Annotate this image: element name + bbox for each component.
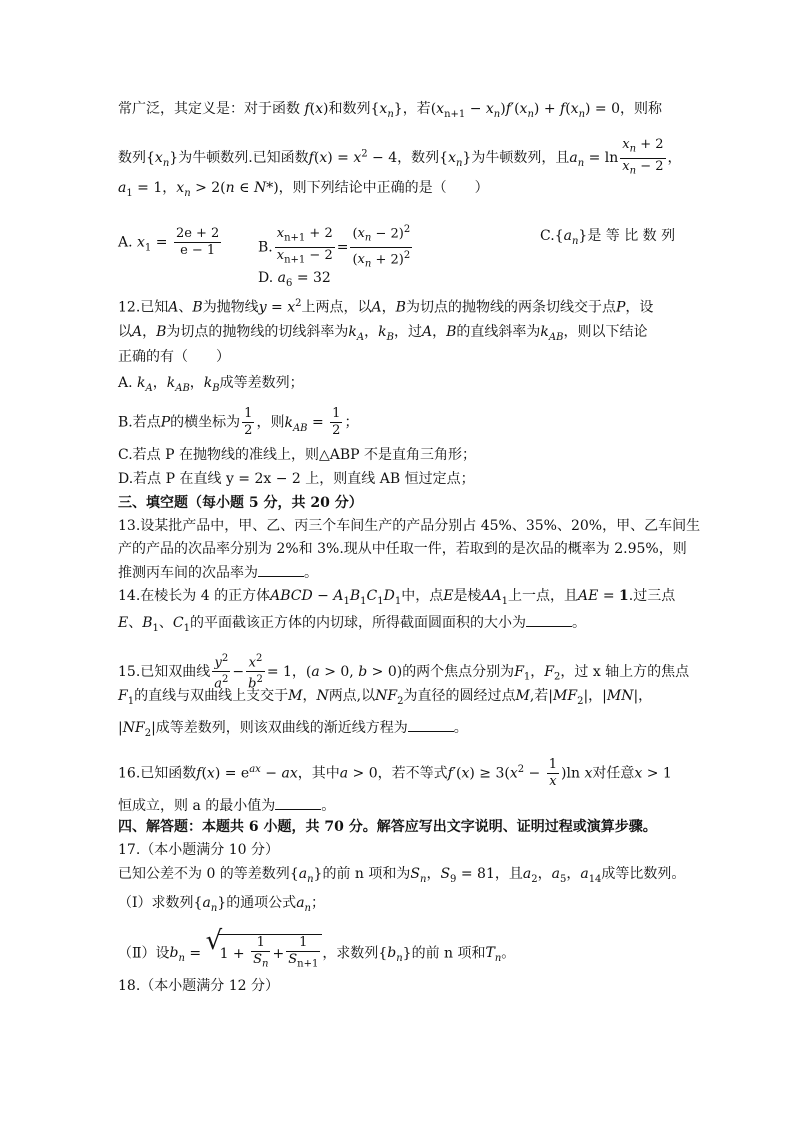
text: （Ⅰ）求数列: [118, 895, 194, 911]
q12-option-a: A. $k_A$，$k_{AB}$，$k_B$成等差数列；: [118, 375, 304, 394]
text: 15.已知双曲线: [118, 663, 211, 680]
text: 已知公差不为 0 的等差数列: [118, 866, 290, 882]
q17-line-1: 已知公差不为 0 的等差数列$\{a_n\}$的前 n 项和为$S_n$，$S_9 = 81$，且$a_2$，$a_5$，$a_{14}$成等比数列。: [118, 866, 686, 885]
q18-heading: [118, 976, 676, 996]
text: 数列: [118, 150, 146, 167]
option-b: B. $\frac{x_{n+1} + 2}{x_{n+1} - 2}$ = $\frac{(x_n - 2)^2}{(x_n + 2)^2}$: [258, 222, 414, 273]
section-4-heading: [118, 817, 676, 837]
text: 为抛物线: [202, 299, 259, 316]
text: D.若点 P 在直线 y = 2x − 2 上，则直线 AB 恒过定点；: [118, 471, 475, 487]
q15-line-3: $|NF_2|$成等差数列，则该双曲线的渐近线方程为 。: [118, 717, 676, 744]
text: 和数列: [328, 101, 371, 117]
text: 中，点: [401, 588, 444, 604]
text: 的前 n 项和: [411, 945, 486, 962]
text: 正确的有（ ）: [118, 349, 230, 365]
text: 的前 n 项和为: [322, 866, 411, 882]
text: 为牛顿数列，且: [471, 150, 570, 167]
text: 是棱: [453, 588, 482, 604]
text: ，若: [402, 101, 431, 117]
fraction: $\frac{1}{x}$: [548, 757, 558, 789]
answer-blank: [275, 795, 321, 810]
text: 推测丙车间的次品率为: [118, 565, 258, 581]
fraction: $\frac{1}{2}$: [244, 406, 253, 438]
text: ，其中: [297, 765, 340, 782]
q12-line-2: 以A，B为切点的抛物线的切线斜率为$k_A$，$k_B$，过A，B的直线斜率为$k_{AB}$，则以下结论: [118, 324, 648, 343]
text: C.若点 P 在抛物线的准线上，则△ABP 不是直角三角形；: [118, 447, 477, 463]
text: ，数列: [397, 150, 440, 167]
text: 为直径的圆经过点: [403, 688, 516, 704]
text: 为牛顿数列.已知函数: [178, 150, 309, 167]
answer-blank: [408, 717, 454, 732]
text: 两点,以: [328, 688, 376, 704]
text: 16.已知函数: [118, 765, 197, 782]
text: 上一点，且: [508, 588, 579, 604]
text: ，过 x 轴上方的焦点: [560, 663, 690, 680]
q17-part-2: （Ⅱ）设$b_n$ = √ 1 + $\frac{1}{S_n}$ + $\frac{1}{S_{n+1}}$ ，求数列$\{b_n\}$的前 n 项和$T_n$。: [118, 934, 676, 973]
text: 以: [118, 324, 132, 340]
q16-line-1: 16.已知函数$f(x) = e^{ax}$ − ax，其中a > 0，若不等式$f'(x) \ge 3(x^2$ − $\frac{1}{x}$ )ln x对任意x > 1: [118, 757, 672, 789]
q12-line-3: [118, 347, 676, 367]
text: 四、解答题：本题共 6 小题，共 70 分。解答应写出文字说明、证明过程或演算步骤。: [118, 819, 657, 835]
q12-option-d: [118, 469, 676, 489]
text: 的横坐标为: [170, 414, 241, 431]
answer-blank: [526, 612, 572, 627]
text: ，则下列结论中正确的是（ ）: [278, 180, 489, 196]
text: 是 等 比 数 列: [587, 228, 676, 244]
option-c: $C.\{a_n\}$是 等 比 数 列: [540, 228, 676, 247]
text: 常广泛，其定义是：对于函数: [118, 101, 300, 117]
fraction: $\frac{1}{S_n}$: [253, 935, 269, 970]
text: ，则以下结论: [563, 324, 648, 340]
section-3-heading: [118, 493, 676, 513]
fraction: $\frac{1}{S_{n+1}}$: [288, 935, 319, 970]
text: 三、填空题（每小题 5 分，共 20 分）: [118, 495, 363, 511]
q14-line-2: E、$B_1$、$C_1$的平面截该正方体的内切球，所得截面圆面积的大小为 。: [118, 612, 676, 639]
q15-line-1: 15.已知双曲线 $\frac{y^2}{a^2}$ − $\frac{x^2}{b^2}$ = 1，(a > 0, b > 0)的两个焦点分别为$F_1$，$F_2$，过 x 轴上方的焦点: [118, 653, 690, 692]
sqrt: √ 1 + $\frac{1}{S_n}$ + $\frac{1}{S_{n+1}}$: [218, 934, 323, 973]
q16-line-2: 恒成立，则 a 的最小值为 。: [118, 795, 676, 816]
q17-part-1: （Ⅰ）求数列$\{a_n\}$的通项公式$a_n$；: [118, 895, 325, 914]
text: ，过: [393, 324, 422, 340]
text: 的平面截该正方体的内切球，所得截面圆面积的大小为: [190, 615, 526, 631]
q13-line-3: 推测丙车间的次品率为 。: [118, 562, 676, 583]
text: ，且: [494, 866, 523, 882]
text: ，则称: [620, 101, 663, 117]
text: 成等比数列。: [601, 866, 686, 882]
q17-heading: [118, 840, 676, 860]
fraction: $\frac{(x_n - 2)^2}{(x_n + 2)^2}$: [352, 224, 411, 270]
fraction: $\frac{1}{2}$: [332, 406, 341, 438]
answer-blank: [258, 562, 304, 577]
q12-option-c: [118, 445, 676, 465]
text: 产的产品的次品率分别为 2%和 3%.现从中任取一件，若取到的是次品的概率为 2.95%，则: [118, 541, 687, 557]
fraction: $\frac{x_{n+1} + 2}{x_{n+1} - 2}$: [276, 226, 333, 266]
option-label: B.: [258, 239, 273, 256]
text: 为切点的抛物线的切线斜率为: [166, 324, 349, 340]
q12-line-1: 12.已知A、B为抛物线$y = x^2$上两点，以A，B为切点的抛物线的两条切线交于点P，设: [118, 298, 654, 316]
text: 17.（本小题满分 10 分）: [118, 842, 279, 858]
q14-line-1: 14.在棱长为 4 的正方体ABCD − $A_1B_1C_1D_1$中，点E是棱$AA_1$上一点，且AE = 1.过三点: [118, 588, 676, 607]
fraction: $\frac{2e + 2}{e - 1}$: [175, 226, 220, 258]
text: 成等差数列，则该双曲线的渐近线方程为: [155, 720, 408, 736]
q15-line-2: $F_1$的直线与双曲线上支交于M，N两点,以$NF_2$为直径的圆经过点M,若$|MF_2|$，|MN|，: [118, 688, 653, 707]
text: B.若点: [118, 414, 161, 431]
option-label: A.: [118, 234, 133, 251]
text: 的通项公式: [226, 895, 297, 911]
option-label: C.: [540, 228, 555, 244]
text: 的直线与双曲线上支交于: [134, 688, 289, 704]
text: 12.已知: [118, 299, 169, 316]
text: 的两个焦点分别为: [402, 663, 515, 680]
q11-line-2: 数列$\{x_n\}$为牛顿数列.已知函数$f(x) = x^2 - 4$，数列$\{x_n\}$为牛顿数列，且$a_n = \ln$ $\frac{x_n + 2}{x_n - 2}$ ，: [118, 137, 676, 179]
text: 14.在棱长为 4 的正方体: [118, 588, 271, 604]
text: ，若不等式: [377, 765, 448, 782]
text: 的直线斜率为: [456, 324, 541, 340]
text: ，求数列: [322, 945, 379, 962]
fraction: $\frac{y^2}{a^2}$: [214, 653, 229, 692]
option-a: A. $x_1$ = $\frac{2e + 2}{e - 1}$: [118, 226, 220, 258]
text: 恒成立，则 a 的最小值为: [118, 798, 276, 814]
option-label: D.: [258, 270, 274, 286]
text: 13.设某批产品中，甲、乙、丙三个车间生产的产品分别占 45%、35%、20%，甲、乙车间生: [118, 518, 701, 534]
text: ,若: [529, 688, 549, 704]
text: 18.（本小题满分 12 分）: [118, 978, 279, 994]
fraction: $\frac{x^2}{b^2}$: [248, 653, 263, 692]
text: ，设: [625, 299, 654, 316]
q13-line-1: [118, 516, 701, 536]
text: 为切点的抛物线的两条切线交于点: [405, 299, 616, 316]
text: .过三点: [628, 588, 676, 604]
text: ，则: [256, 414, 285, 431]
text: 上两点，以: [301, 299, 372, 316]
option-d: D. $a_6 = 32$: [258, 270, 331, 289]
q11-line-3: $a_1 = 1$，$x_n > 2(n$ ∈ N*)，则下列结论中正确的是（ ）: [118, 180, 489, 199]
q13-line-2: [118, 539, 687, 559]
text: （Ⅱ）设: [118, 945, 170, 962]
text: 成等差数列；: [219, 375, 304, 391]
fraction: $\frac{x_n + 2}{x_n - 2}$: [622, 137, 664, 177]
text: 对任意: [592, 765, 635, 782]
q12-option-b: B.若点P的横坐标为 $\frac{1}{2}$ ，则$k_{AB}$ = $\frac{1}{2}$ ；: [118, 406, 359, 438]
q11-line-1: 常广泛，其定义是：对于函数 f(x)和数列$\{x_n\}$，若$(x_{n+1} - x_n)f'(x_n) + f(x_n) = 0$，则称: [118, 101, 663, 120]
